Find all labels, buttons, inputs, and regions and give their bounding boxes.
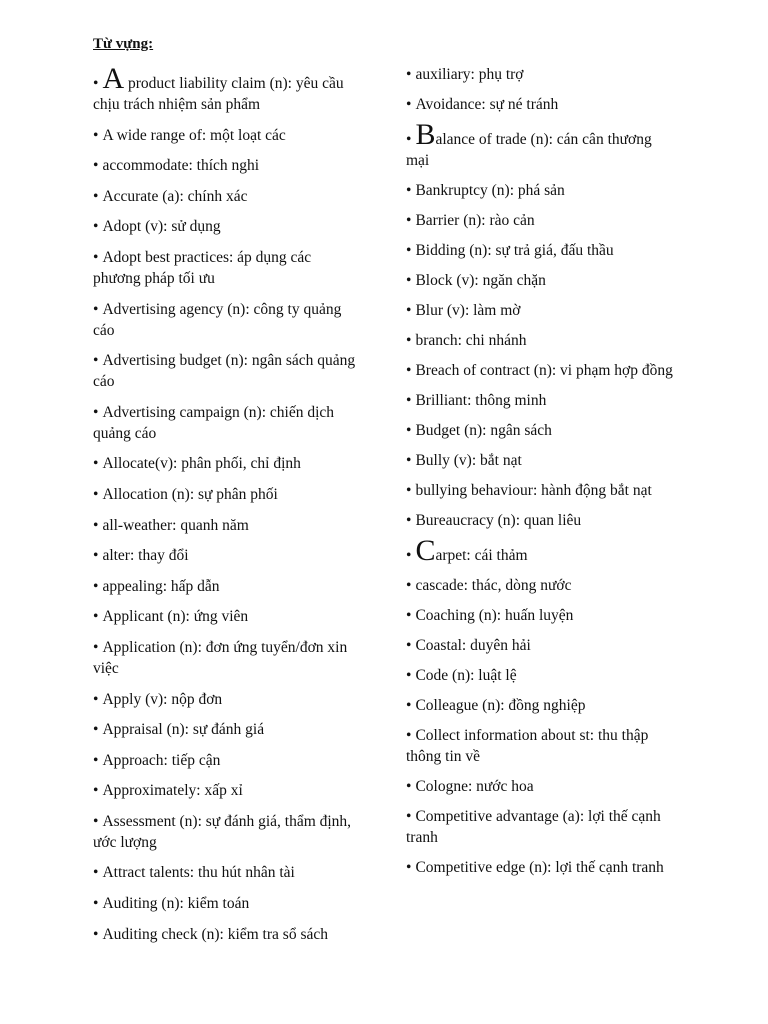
section-initial-letter: B	[415, 118, 436, 151]
vocabulary-item	[406, 534, 676, 567]
bullet-marker: •	[406, 392, 412, 409]
vocabulary-entry-text: Budget (n): ngân sách	[415, 422, 552, 439]
vocabulary-entry-text: cascade: thác, dòng nước	[415, 577, 572, 594]
vocabulary-entry-text: Adopt best practices: áp dụng các phương pháp tối ưu	[93, 248, 312, 287]
bullet-marker: •	[406, 96, 412, 113]
vocabulary-item	[406, 605, 676, 626]
vocabulary-item	[93, 780, 361, 801]
vocabulary-item	[406, 330, 676, 351]
bullet-marker: •	[93, 782, 99, 800]
vocabulary-entry-text: Cologne: nước hoa	[415, 778, 534, 795]
vocabulary-entry-text: Blur (v): làm mờ	[415, 302, 521, 319]
bullet-marker: •	[93, 864, 99, 882]
bullet-marker: •	[406, 131, 412, 148]
vocabulary-entry-text: appealing: hấp dẫn	[102, 577, 220, 595]
vocabulary-item	[93, 62, 361, 115]
vocabulary-item	[406, 635, 676, 656]
vocabulary-item	[93, 350, 361, 392]
vocabulary-entry-text: all-weather: quanh năm	[102, 516, 249, 534]
bullet-marker: •	[93, 751, 99, 769]
vocabulary-item	[93, 155, 361, 176]
vocabulary-entry-text: Collect information about st: thu thập thông tin về	[406, 727, 649, 765]
vocabulary-item	[406, 806, 676, 848]
vocabulary-item	[93, 515, 361, 536]
vocabulary-item	[93, 862, 361, 883]
vocabulary-item	[93, 186, 361, 207]
vocabulary-entry-text: Allocate(v): phân phối, chỉ định	[102, 455, 301, 473]
vocabulary-item	[406, 857, 676, 878]
vocabulary-entry-text: Bully (v): bắt nạt	[415, 452, 522, 469]
vocabulary-item	[406, 776, 676, 797]
vocabulary-entry-text: branch: chi nhánh	[415, 332, 527, 349]
vocabulary-item	[406, 300, 676, 321]
vocabulary-entry-text: Allocation (n): sự phân phối	[102, 485, 278, 503]
vocabulary-entry-text: product liability claim (n): yêu cầu chịu trách nhiệm sản phẩm	[93, 75, 344, 113]
bullet-marker: •	[93, 248, 99, 266]
vocabulary-entry-text: Block (v): ngăn chặn	[415, 272, 546, 289]
bullet-marker: •	[406, 697, 412, 714]
vocabulary-entry-text: Barrier (n): rào cản	[415, 212, 535, 229]
vocabulary-item	[93, 719, 361, 740]
bullet-marker: •	[406, 727, 412, 744]
bullet-marker: •	[93, 126, 99, 144]
bullet-marker: •	[93, 925, 99, 943]
bullet-marker: •	[406, 66, 412, 83]
vocabulary-entry-text: Coaching (n): huấn luyện	[415, 607, 574, 624]
vocabulary-list-left	[93, 62, 361, 954]
vocabulary-entry-text: Advertising budget (n): ngân sách quảng cáo	[93, 352, 356, 391]
vocabulary-item	[406, 575, 676, 596]
bullet-marker: •	[93, 690, 99, 708]
vocabulary-entry-text: Colleague (n): đồng nghiệp	[415, 697, 586, 714]
vocabulary-entry-text: Approximately: xấp xỉ	[102, 782, 243, 800]
vocabulary-item	[93, 924, 361, 945]
bullet-marker: •	[93, 577, 99, 595]
vocabulary-item	[406, 118, 676, 171]
vocabulary-item	[93, 606, 361, 627]
vocabulary-item	[93, 484, 361, 505]
vocabulary-entry-text: Appraisal (n): sự đánh giá	[102, 721, 265, 739]
bullet-marker: •	[93, 455, 99, 473]
bullet-marker: •	[406, 212, 412, 229]
vocabulary-entry-text: Assessment (n): sự đánh giá, thẩm định, ước lượng	[93, 812, 352, 851]
bullet-marker: •	[406, 637, 412, 654]
vocabulary-item	[406, 64, 676, 85]
bullet-marker: •	[406, 808, 412, 825]
bullet-marker: •	[406, 778, 412, 795]
vocabulary-entry-text: Bankruptcy (n): phá sản	[415, 182, 565, 199]
vocabulary-entry-text: Auditing check (n): kiểm tra sổ sách	[102, 925, 328, 943]
vocabulary-item	[406, 240, 676, 261]
vocabulary-entry-text: Bidding (n): sự trả giá, đấu thầu	[415, 242, 614, 259]
bullet-marker: •	[406, 512, 412, 529]
vocabulary-item	[93, 402, 361, 444]
vocabulary-item	[93, 247, 361, 289]
bullet-marker: •	[93, 187, 99, 205]
vocabulary-item	[93, 453, 361, 474]
vocabulary-entry-text: Accurate (a): chính xác	[102, 187, 248, 205]
section-initial-letter: A	[102, 62, 125, 95]
vocabulary-entry-text: Applicant (n): ứng viên	[102, 608, 249, 626]
vocabulary-list-right	[406, 64, 676, 887]
vocabulary-entry-text: Adopt (v): sử dụng	[102, 218, 221, 236]
bullet-marker: •	[93, 75, 99, 92]
vocabulary-item	[406, 390, 676, 411]
bullet-marker: •	[93, 157, 99, 175]
vocabulary-entry-text: Avoidance: sự né tránh	[415, 96, 559, 113]
bullet-marker: •	[406, 859, 412, 876]
vocabulary-item	[406, 510, 676, 531]
bullet-marker: •	[93, 895, 99, 913]
vocabulary-entry-text: arpet: cái thảm	[435, 547, 528, 564]
bullet-marker: •	[406, 182, 412, 199]
vocabulary-item	[93, 893, 361, 914]
vocabulary-item	[406, 695, 676, 716]
vocabulary-entry-text: Advertising agency (n): công ty quảng cáo	[93, 300, 342, 339]
vocabulary-entry-text: Competitive edge (n): lợi thế cạnh tranh	[415, 859, 664, 876]
bullet-marker: •	[406, 332, 412, 349]
vocabulary-item	[406, 210, 676, 231]
bullet-marker: •	[406, 667, 412, 684]
vocabulary-entry-text: accommodate: thích nghi	[102, 157, 260, 175]
vocabulary-item	[406, 665, 676, 686]
bullet-marker: •	[93, 638, 99, 656]
vocabulary-item	[93, 750, 361, 771]
vocabulary-entry-text: bullying behaviour: hành động bắt nạt	[415, 482, 652, 499]
vocabulary-item	[406, 360, 676, 381]
vocabulary-entry-text: Application (n): đơn ứng tuyển/đơn xin việc	[93, 638, 348, 677]
bullet-marker: •	[93, 485, 99, 503]
bullet-marker: •	[406, 607, 412, 624]
vocabulary-entry-text: Approach: tiếp cận	[102, 751, 221, 769]
vocabulary-entry-text: alter: thay đổi	[102, 547, 189, 565]
bullet-marker: •	[93, 352, 99, 370]
vocabulary-item	[93, 576, 361, 597]
bullet-marker: •	[93, 547, 99, 565]
vocabulary-entry-text: auxiliary: phụ trợ	[415, 66, 524, 83]
bullet-marker: •	[406, 577, 412, 594]
vocabulary-entry-text: Advertising campaign (n): chiến dịch quảng cáo	[93, 403, 335, 442]
vocabulary-entry-text: Apply (v): nộp đơn	[102, 690, 223, 708]
vocabulary-item	[93, 545, 361, 566]
vocabulary-entry-text: Breach of contract (n): vi phạm hợp đồng	[415, 362, 673, 379]
bullet-marker: •	[406, 452, 412, 469]
vocabulary-item	[406, 94, 676, 115]
vocabulary-entry-text: Attract talents: thu hút nhân tài	[102, 864, 295, 882]
vocabulary-item	[406, 270, 676, 291]
vocabulary-item	[93, 125, 361, 146]
bullet-marker: •	[93, 300, 99, 318]
bullet-marker: •	[406, 272, 412, 289]
vocabulary-item	[406, 450, 676, 471]
bullet-marker: •	[406, 482, 412, 499]
bullet-marker: •	[93, 608, 99, 626]
vocabulary-entry-text: Code (n): luật lệ	[415, 667, 517, 684]
bullet-marker: •	[406, 302, 412, 319]
bullet-marker: •	[93, 218, 99, 236]
bullet-marker: •	[406, 547, 412, 564]
vocabulary-entry-text: Bureaucracy (n): quan liêu	[415, 512, 582, 529]
vocabulary-item	[406, 420, 676, 441]
bullet-marker: •	[93, 721, 99, 739]
vocabulary-entry-text: Coastal: duyên hải	[415, 637, 531, 654]
section-initial-letter: C	[415, 534, 436, 567]
vocabulary-item	[406, 180, 676, 201]
vocabulary-entry-text: A wide range of: một loạt các	[102, 126, 286, 144]
vocabulary-item	[93, 216, 361, 237]
vocabulary-entry-text: alance of trade (n): cán cân thương mại	[406, 131, 652, 169]
bullet-marker: •	[93, 403, 99, 421]
bullet-marker: •	[406, 362, 412, 379]
vocabulary-item	[406, 480, 676, 501]
vocabulary-item	[406, 725, 676, 767]
vocabulary-item	[93, 637, 361, 679]
bullet-marker: •	[93, 812, 99, 830]
bullet-marker: •	[406, 422, 412, 439]
bullet-marker: •	[406, 242, 412, 259]
vocabulary-heading: Từ vựng:	[93, 36, 154, 52]
vocabulary-entry-text: Competitive advantage (a): lợi thế cạnh tranh	[406, 808, 661, 846]
vocabulary-entry-text: Brilliant: thông minh	[415, 392, 547, 409]
vocabulary-item	[93, 689, 361, 710]
bullet-marker: •	[93, 516, 99, 534]
vocabulary-item	[93, 811, 361, 853]
vocabulary-entry-text: Auditing (n): kiểm toán	[102, 895, 250, 913]
vocabulary-item	[93, 299, 361, 341]
